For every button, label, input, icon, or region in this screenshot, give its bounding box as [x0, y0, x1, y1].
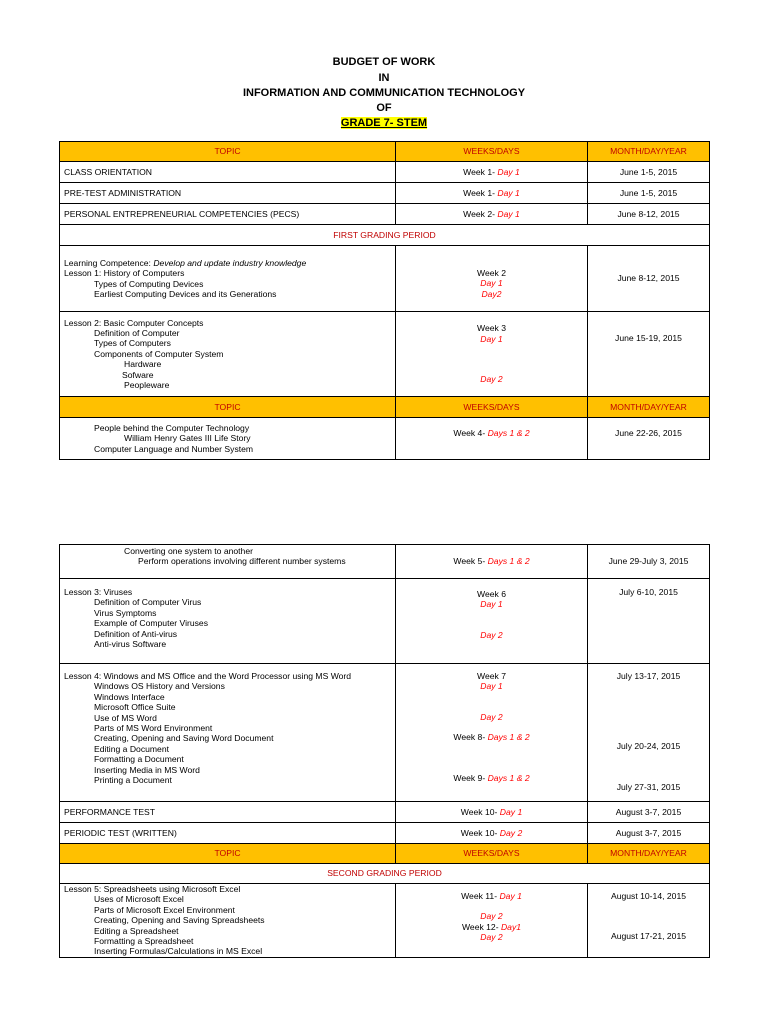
weeks-cell: Week 1- Day 1: [396, 162, 588, 183]
col-date-header: MONTH/DAY/YEAR: [588, 844, 710, 864]
grading-period-row: [60, 864, 710, 884]
table-row: [60, 312, 710, 397]
topic-cell: Lesson 5: Spreadsheets using Microsoft Excel Uses of Microsoft Excel Parts of Microsoft Excel Environment Creating, Opening and Saving Spreadsheets Editing a Spreadsheet Formatting a Spreadsheet Inserting Formulas/Calculations in MS Excel: [60, 884, 396, 958]
budget-table-2: [59, 544, 710, 958]
table-header-row: [60, 142, 710, 162]
topic-cell: Converting one system to another Perform operations involving different number systems: [60, 545, 396, 579]
date-cell: June 8-12, 2015: [588, 204, 710, 225]
first-grading-period: FIRST GRADING PERIOD: [60, 225, 710, 246]
table-row: [60, 802, 710, 823]
date-cell: June 22-26, 2015: [588, 418, 710, 460]
weeks-cell: Week 1- Day 1: [396, 183, 588, 204]
col-weeks-header: WEEKS/DAYS: [396, 142, 588, 162]
topic-cell: Lesson 2: Basic Computer Concepts Definition of Computer Types of Computers Components of Computer System Hardware Sofware Peopleware: [60, 312, 396, 397]
date-cell: June 29-July 3, 2015: [588, 545, 710, 579]
topic-cell: Lesson 3: Viruses Definition of Computer Virus Virus Symptoms Example of Computer Viruses Definition of Anti-virus Anti-virus Software: [60, 579, 396, 664]
col-topic-header: TOPIC: [60, 142, 396, 162]
weeks-cell: Week 3 Day 1 Day 2: [396, 312, 588, 397]
table-row: [60, 579, 710, 664]
topic-cell: PRE-TEST ADMINISTRATION: [60, 183, 396, 204]
date-cell: July 13-17, 2015 July 20-24, 2015 July 27-31, 2015: [588, 664, 710, 802]
table-header-row: [60, 844, 710, 864]
table-row: [60, 664, 710, 802]
col-date-header: MONTH/DAY/YEAR: [588, 142, 710, 162]
doc-title-line1: BUDGET OF WORK: [332, 56, 436, 68]
weeks-cell: Week 6 Day 1 Day 2: [396, 579, 588, 664]
date-cell: June 8-12, 2015: [588, 246, 710, 312]
col-weeks-header: WEEKS/DAYS: [396, 844, 588, 864]
weeks-cell: Week 11- Day 1 Day 2 Week 12- Day1 Day 2: [396, 884, 588, 958]
col-topic-header: TOPIC: [60, 844, 396, 864]
table-row: [60, 823, 710, 844]
topic-cell: Lesson 4: Windows and MS Office and the Word Processor using MS Word Windows OS History and Versions Windows Interface Microsoft Office Suite Use of MS Word Parts of MS Word Environment Creating, Opening and Saving Word Document Editing a Document Formatting a Document Inserting Media in MS Word Printing a Document: [60, 664, 396, 802]
weeks-cell: Week 7 Day 1 Day 2 Week 8- Days 1 & 2 Week 9- Days 1 & 2: [396, 664, 588, 802]
col-date-header: MONTH/DAY/YEAR: [588, 397, 710, 418]
table-row: [60, 183, 710, 204]
date-cell: June 15-19, 2015: [588, 312, 710, 397]
doc-title-line2: IN: [378, 72, 390, 84]
col-weeks-header: WEEKS/DAYS: [396, 397, 588, 418]
date-cell: July 6-10, 2015: [588, 579, 710, 664]
weeks-cell: Week 4- Days 1 & 2: [396, 418, 588, 460]
weeks-cell: Week 5- Days 1 & 2: [396, 545, 588, 579]
budget-table-1: [59, 141, 710, 460]
table-header-row: [60, 397, 710, 418]
topic-cell: PERIODIC TEST (WRITTEN): [60, 823, 396, 844]
topic-cell: People behind the Computer Technology William Henry Gates III Life Story Computer Language and Number System: [60, 418, 396, 460]
table-row: [60, 246, 710, 312]
topic-cell: Learning Competence: Develop and update industry knowledge Lesson 1: History of Computers Types of Computing Devices Earliest Computing Devices and its Generations: [60, 246, 396, 312]
date-cell: August 3-7, 2015: [588, 802, 710, 823]
date-cell: August 3-7, 2015: [588, 823, 710, 844]
date-cell: June 1-5, 2015: [588, 162, 710, 183]
grading-period-row: [60, 225, 710, 246]
weeks-cell: Week 2- Day 1: [396, 204, 588, 225]
table-row: [60, 162, 710, 183]
table-row: [60, 884, 710, 958]
date-cell: June 1-5, 2015: [588, 183, 710, 204]
col-topic-header: TOPIC: [60, 397, 396, 418]
topic-cell: PERFORMANCE TEST: [60, 802, 396, 823]
table-row: [60, 204, 710, 225]
topic-cell: CLASS ORIENTATION: [60, 162, 396, 183]
weeks-cell: Week 2 Day 1 Day2: [396, 246, 588, 312]
weeks-cell: Week 10- Day 1: [396, 802, 588, 823]
weeks-cell: Week 10- Day 2: [396, 823, 588, 844]
grade-label: GRADE 7- STEM: [340, 117, 428, 129]
doc-title-line4: OF: [376, 102, 392, 114]
table-row: [60, 545, 710, 579]
doc-title-line3: INFORMATION AND COMMUNICATION TECHNOLOGY: [242, 87, 526, 99]
topic-cell: PERSONAL ENTREPRENEURIAL COMPETENCIES (PECS): [60, 204, 396, 225]
date-cell: August 10-14, 2015 August 17-21, 2015: [588, 884, 710, 958]
second-grading-period: SECOND GRADING PERIOD: [60, 864, 710, 884]
table-row: [60, 418, 710, 460]
